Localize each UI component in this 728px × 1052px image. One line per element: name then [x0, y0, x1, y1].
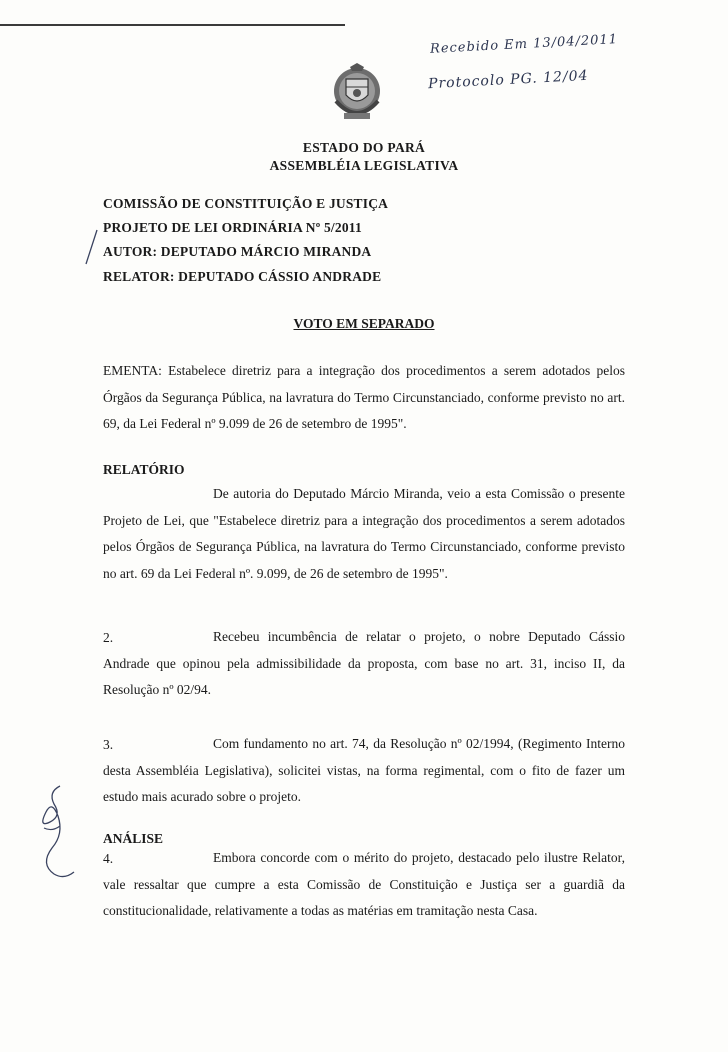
state-name: ESTADO DO PARÁ	[302, 140, 426, 155]
handwritten-signature	[30, 782, 78, 882]
relatorio-paragraph-2: Recebeu incumbência de relatar o projeto, o nobre Deputado Cássio Andrade que opinou pela admissibilidade da proposta, com base no art. 31, inciso II, da Resolução nº 02/94.	[103, 629, 625, 697]
commission-name: COMISSÃO DE CONSTITUIÇÃO E JUSTIÇA	[103, 196, 389, 211]
paragraph-number-3: 3.	[103, 737, 114, 752]
bill-rapporteur: RELATOR: DEPUTADO CÁSSIO ANDRADE	[103, 269, 382, 284]
paragraph-number-4: 4.	[103, 851, 114, 866]
bill-number: PROJETO DE LEI ORDINÁRIA Nº 5/2011	[103, 220, 362, 235]
relatorio-paragraph-1: De autoria do Deputado Márcio Miranda, veio a esta Comissão o presente Projeto de Lei, que "Estabelece diretriz para a integração dos procedimentos a serem adotados pelos Órgãos de Segurança Pública, na lavratura do Termo Circunstanciado, conforme previsto no art. 69 da Lei Federal nº. 9.099, de 26 de setembro de 1995".	[103, 486, 625, 581]
relatorio-heading: RELATÓRIO	[103, 462, 185, 477]
scan-top-line	[0, 24, 345, 26]
handwritten-protocol-note: Protocolo PG. 12/04	[427, 67, 589, 93]
handwritten-received-note: Recebido Em 13/04/2011	[429, 32, 619, 57]
bill-author: AUTOR: DEPUTADO MÁRCIO MIRANDA	[103, 244, 372, 259]
assembly-name: ASSEMBLÉIA LEGISLATIVA	[269, 158, 459, 173]
paragraph-number-2: 2.	[103, 630, 114, 645]
vote-title: VOTO EM SEPARADO	[293, 316, 435, 331]
analise-heading: ANÁLISE	[103, 831, 164, 846]
ementa-paragraph: EMENTA: Estabelece diretriz para a integração dos procedimentos a serem adotados pelos Órgãos da Segurança Pública, na lavratura do Termo Circunstanciado, conforme previsto no art. 69, da Lei Federal nº 9.099 de 26 de setembro de 1995".	[103, 363, 625, 431]
relatorio-paragraph-3: Com fundamento no art. 74, da Resolução nº 02/1994, (Regimento Interno desta Assembléia Legislativa), solicitei vistas, na forma regimental, com o fito de fazer um estudo mais acurado sobre o projeto.	[103, 736, 625, 804]
state-coat-of-arms-seal	[328, 63, 386, 127]
analise-paragraph-4: Embora concorde com o mérito do projeto, destacado pelo ilustre Relator, vale ressaltar que cumpre a esta Comissão de Constituição e Justiça ser a guardiã da constitucionalidade, relativamente a todas as matérias em tramitação nesta Casa.	[103, 850, 625, 918]
margin-pen-mark	[83, 228, 99, 266]
